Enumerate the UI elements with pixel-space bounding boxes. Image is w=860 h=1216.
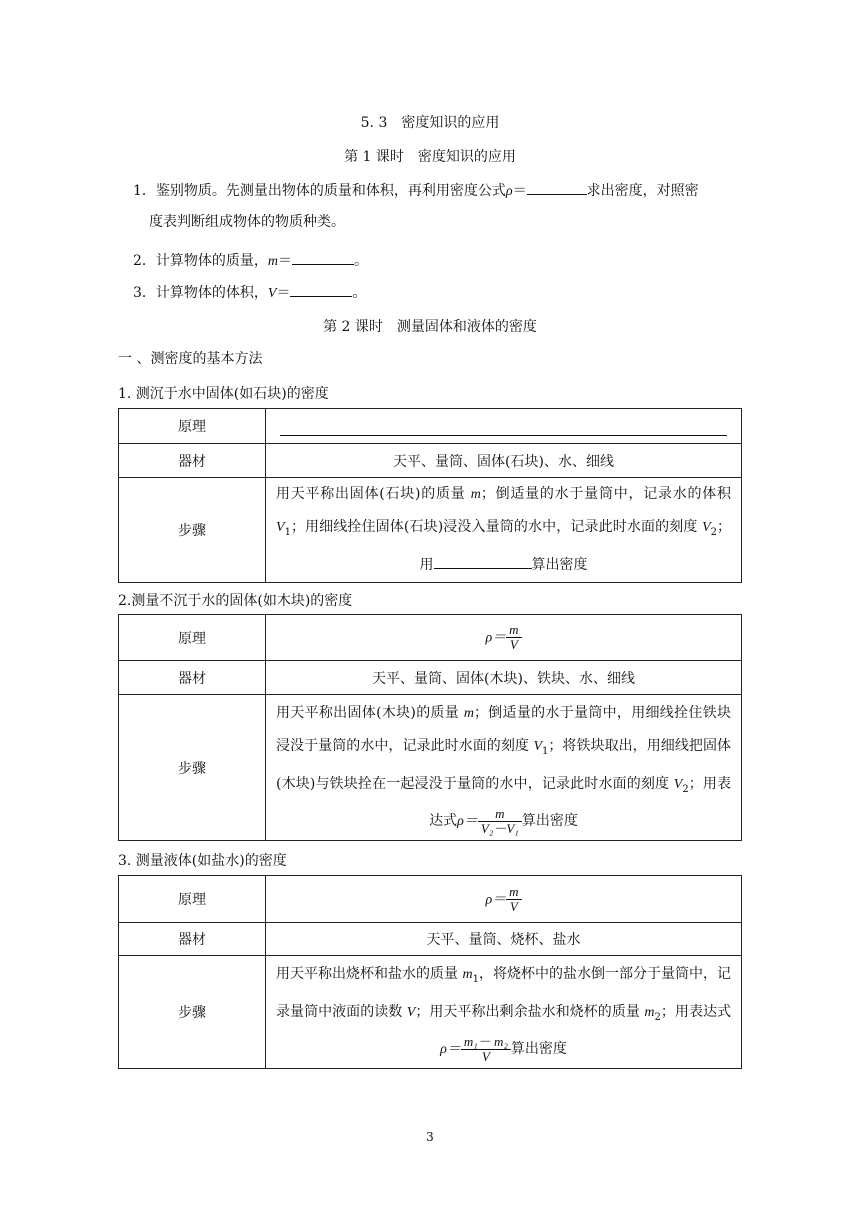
principle-formula: ρ＝ $\frac{m}{V}$ [266,615,742,661]
label-principle: 原理 [119,876,266,923]
table-solid-sinking [118,408,742,583]
item-1-line1: 1．鉴别物质。先测量出物体的质量和体积，再利用密度公式ρ＝ 求出密度，对照密 [133,180,699,200]
answer-blank[interactable] [527,180,587,195]
label-principle: 原理 [119,615,266,661]
fraction: $\frac{\text{m₁－ m₂}}{V}$ [461,1035,511,1064]
steps-text: 用天平称出烧杯和盐水的质量 $m_1$，将烧杯中的盐水倒一部分于量筒中，记录量筒中液面的读数 V；用天平称出剩余盐水和烧杯的质量 $m_2$；用表达式ρ＝ $\frac{\text{m₁－ m₂}}{V}$ 算出密度 [266,956,742,1069]
lesson2-title: 第 2 课时 测量固体和液体的密度 [323,319,537,335]
steps-text: 用天平称出固体(木块)的质量 m；倒适量的水于量筒中，用细线拴住铁块浸没于量筒的水中，记录此时水面的刻度 $V_1$；将铁块取出，用细线把固体(木块)与铁块拴在一起浸没于量筒的水中，记录此时水面的刻度 $V_2$；用表达式ρ＝ $\frac{m}{\text{V₂－V₁}}$ 算出密度 [266,695,742,841]
equipment-text: 天平、量筒、烧杯、盐水 [266,923,742,956]
section-title: 5. 3 密度知识的应用 [360,115,500,131]
sub3-title: 3. 测量液体(如盐水)的密度 [118,853,287,869]
label-principle: 原理 [119,409,266,444]
label-steps: 步骤 [119,478,266,583]
sub2-title: 2.测量不沉于水的固体(如木块)的密度 [118,593,353,609]
answer-blank[interactable] [434,554,532,569]
label-equipment: 器材 [119,923,266,956]
fraction: $\frac{m}{V}$ [506,623,521,652]
answer-blank[interactable] [292,250,354,265]
item-2: 2．计算物体的质量，m＝ 。 [133,250,368,270]
label-steps: 步骤 [119,956,266,1069]
fraction: $\frac{m}{V}$ [506,885,521,914]
lesson1-title: 第 1 课时 密度知识的应用 [344,149,516,165]
item-1-line2: 度表判断组成物体的物质种类。 [149,214,345,230]
part-one-heading: 一 、测密度的基本方法 [118,351,263,367]
principle-formula: ρ＝ $\frac{m}{V}$ [266,876,742,923]
label-steps: 步骤 [119,695,266,841]
table-solid-floating [118,614,742,841]
equipment-text: 天平、量筒、固体(木块)、铁块、水、细线 [266,661,742,695]
principle-blank-cell [266,409,742,444]
item-3: 3．计算物体的体积，V＝ 。 [133,282,366,302]
table-liquid [118,875,742,1069]
page-number: 3 [426,1130,434,1144]
label-equipment: 器材 [119,444,266,478]
equipment-text: 天平、量筒、固体(石块)、水、细线 [266,444,742,478]
fraction: $\frac{m}{\text{V₂－V₁}}$ [478,807,522,836]
label-equipment: 器材 [119,661,266,695]
steps-text: 用天平称出固体(石块)的质量 m；倒适量的水于量筒中，记录水的体积 $V_1$；用细线拴住固体(石块)浸没入量筒的水中，记录此时水面的刻度 $V_2$；用 算出密度 [266,478,742,583]
answer-blank[interactable] [290,282,352,297]
answer-blank[interactable] [280,425,727,436]
sub1-title: 1. 测沉于水中固体(如石块)的密度 [118,386,329,402]
